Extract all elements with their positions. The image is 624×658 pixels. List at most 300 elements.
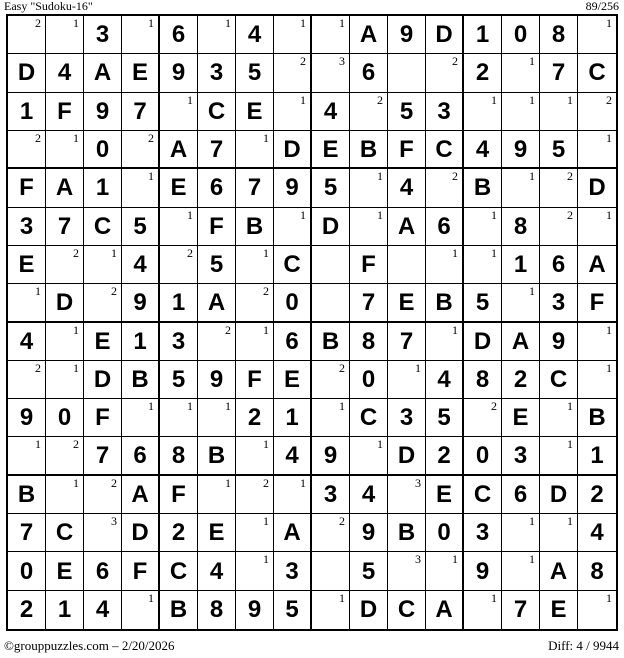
cell-value: F — [247, 365, 262, 393]
grid-cell-r11c15[interactable] — [540, 399, 578, 437]
grid-cell-r8c10[interactable] — [350, 284, 388, 322]
pencil-mark: 3 — [111, 514, 117, 529]
grid-cell-r3c13[interactable] — [464, 93, 502, 131]
cell-value: F — [57, 97, 72, 125]
grid-cell-r10c16[interactable] — [578, 361, 616, 399]
grid-cell-r7c1[interactable] — [8, 246, 46, 284]
grid-cell-r7c16[interactable] — [578, 246, 616, 284]
pencil-mark: 1 — [300, 92, 306, 107]
grid-cell-r9c1[interactable] — [8, 323, 46, 361]
grid-cell-r4c7[interactable] — [236, 131, 274, 169]
grid-cell-r5c6[interactable] — [198, 169, 236, 207]
grid-cell-r15c3[interactable] — [84, 552, 122, 590]
grid-cell-r13c5[interactable] — [160, 476, 198, 514]
grid-cell-r15c8[interactable] — [274, 552, 312, 590]
grid-cell-r4c9[interactable] — [312, 131, 350, 169]
grid-cell-r11c14[interactable] — [502, 399, 540, 437]
grid-cell-r16c10[interactable] — [350, 591, 388, 629]
grid-cell-r10c12[interactable] — [426, 361, 464, 399]
grid-cell-r3c16[interactable] — [578, 93, 616, 131]
grid-cell-r2c9[interactable] — [312, 54, 350, 92]
grid-cell-r1c14[interactable] — [502, 16, 540, 54]
cell-value: 6 — [513, 480, 528, 508]
grid-cell-r10c13[interactable] — [464, 361, 502, 399]
grid-cell-r11c1[interactable] — [8, 399, 46, 437]
grid-cell-r12c15[interactable] — [540, 437, 578, 475]
grid-cell-r2c1[interactable] — [8, 54, 46, 92]
grid-cell-r2c2[interactable] — [46, 54, 84, 92]
cell-value: 6 — [285, 327, 299, 355]
grid-cell-r10c9[interactable] — [312, 361, 350, 399]
cell-value: D — [93, 365, 112, 393]
grid-cell-r3c7[interactable] — [236, 93, 274, 131]
grid-cell-r1c2[interactable] — [46, 16, 84, 54]
grid-cell-r2c15[interactable] — [540, 54, 578, 92]
grid-cell-r13c6[interactable] — [198, 476, 236, 514]
grid-cell-r15c2[interactable] — [46, 552, 84, 590]
grid-cell-r8c2[interactable] — [46, 284, 84, 322]
grid-cell-r2c7[interactable] — [236, 54, 274, 92]
cell-value: 8 — [551, 21, 566, 49]
grid-cell-r9c7[interactable] — [236, 323, 274, 361]
grid-cell-r9c5[interactable] — [160, 323, 198, 361]
pencil-mark: 2 — [35, 130, 41, 145]
grid-cell-r6c12[interactable] — [426, 208, 464, 246]
grid-cell-r1c8[interactable] — [274, 16, 312, 54]
cell-value: 2 — [171, 519, 186, 547]
grid-cell-r14c14[interactable] — [502, 514, 540, 552]
grid-cell-r5c9[interactable] — [312, 169, 350, 207]
grid-cell-r15c13[interactable] — [464, 552, 502, 590]
grid-cell-r11c11[interactable] — [388, 399, 426, 437]
grid-cell-r12c6[interactable] — [198, 437, 236, 475]
grid-cell-r6c1[interactable] — [8, 208, 46, 246]
grid-cell-r2c12[interactable] — [426, 54, 464, 92]
grid-cell-r16c5[interactable] — [160, 591, 198, 629]
grid-cell-r2c6[interactable] — [198, 54, 236, 92]
grid-cell-r5c13[interactable] — [464, 169, 502, 207]
grid-cell-r9c4[interactable] — [122, 323, 160, 361]
grid-cell-r13c14[interactable] — [502, 476, 540, 514]
grid-cell-r14c15[interactable] — [540, 514, 578, 552]
grid-cell-r16c16[interactable] — [578, 591, 616, 629]
grid-cell-r7c11[interactable] — [388, 246, 426, 284]
grid-cell-r3c8[interactable] — [274, 93, 312, 131]
grid-cell-r6c16[interactable] — [578, 208, 616, 246]
grid-cell-r3c3[interactable] — [84, 93, 122, 131]
grid-cell-r4c3[interactable] — [84, 131, 122, 169]
grid-cell-r8c6[interactable] — [198, 284, 236, 322]
grid-cell-r10c11[interactable] — [388, 361, 426, 399]
grid-cell-r14c2[interactable] — [46, 514, 84, 552]
grid-cell-r9c6[interactable] — [198, 323, 236, 361]
cell-value: D — [55, 288, 74, 316]
grid-cell-r10c15[interactable] — [540, 361, 578, 399]
grid-cell-r10c14[interactable] — [502, 361, 540, 399]
grid-cell-r8c12[interactable] — [426, 284, 464, 322]
grid-cell-r6c5[interactable] — [160, 208, 198, 246]
grid-cell-r16c8[interactable] — [274, 591, 312, 629]
grid-cell-r12c4[interactable] — [122, 437, 160, 475]
grid-cell-r1c3[interactable] — [84, 16, 122, 54]
grid-cell-r13c11[interactable] — [388, 476, 426, 514]
grid-cell-r8c11[interactable] — [388, 284, 426, 322]
grid-cell-r12c2[interactable] — [46, 437, 84, 475]
grid-cell-r11c16[interactable] — [578, 399, 616, 437]
grid-cell-r3c11[interactable] — [388, 93, 426, 131]
grid-cell-r5c15[interactable] — [540, 169, 578, 207]
cell-value: 2 — [475, 59, 490, 87]
grid-cell-r5c8[interactable] — [274, 169, 312, 207]
grid-cell-r16c13[interactable] — [464, 591, 502, 629]
grid-cell-r12c13[interactable] — [464, 437, 502, 475]
grid-cell-r4c13[interactable] — [464, 131, 502, 169]
pencil-mark: 1 — [491, 92, 497, 107]
grid-cell-r10c4[interactable] — [122, 361, 160, 399]
grid-cell-r9c14[interactable] — [502, 323, 540, 361]
grid-cell-r8c3[interactable] — [84, 284, 122, 322]
grid-cell-r14c16[interactable] — [578, 514, 616, 552]
grid-cell-r10c8[interactable] — [274, 361, 312, 399]
grid-cell-r15c1[interactable] — [8, 552, 46, 590]
pencil-mark: 1 — [263, 552, 269, 567]
grid-cell-r16c6[interactable] — [198, 591, 236, 629]
grid-cell-r5c14[interactable] — [502, 169, 540, 207]
grid-cell-r13c3[interactable] — [84, 476, 122, 514]
pencil-mark: 1 — [339, 399, 345, 414]
grid-cell-r10c1[interactable] — [8, 361, 46, 399]
grid-cell-r11c12[interactable] — [426, 399, 464, 437]
grid-cell-r7c6[interactable] — [198, 246, 236, 284]
grid-cell-r2c5[interactable] — [160, 54, 198, 92]
grid-cell-r16c11[interactable] — [388, 591, 426, 629]
grid-cell-r3c5[interactable] — [160, 93, 198, 131]
cell-value: 7 — [399, 327, 414, 355]
grid-cell-r9c9[interactable] — [312, 323, 350, 361]
grid-cell-r4c16[interactable] — [578, 131, 616, 169]
grid-cell-r12c12[interactable] — [426, 437, 464, 475]
grid-cell-r14c6[interactable] — [198, 514, 236, 552]
grid-cell-r8c15[interactable] — [540, 284, 578, 322]
grid-cell-r2c13[interactable] — [464, 54, 502, 92]
grid-cell-r8c4[interactable] — [122, 284, 160, 322]
grid-cell-r7c8[interactable] — [274, 246, 312, 284]
cell-value: E — [550, 596, 567, 624]
cell-value: A — [588, 251, 606, 279]
grid-cell-r14c7[interactable] — [236, 514, 274, 552]
grid-cell-r16c9[interactable] — [312, 591, 350, 629]
grid-cell-r6c9[interactable] — [312, 208, 350, 246]
grid-cell-r3c1[interactable] — [8, 93, 46, 131]
grid-cell-r5c3[interactable] — [84, 169, 122, 207]
grid-cell-r14c12[interactable] — [426, 514, 464, 552]
grid-cell-r16c4[interactable] — [122, 591, 160, 629]
grid-cell-r1c4[interactable] — [122, 16, 160, 54]
grid-cell-r5c12[interactable] — [426, 169, 464, 207]
cell-value: 0 — [437, 519, 451, 547]
grid-cell-r2c16[interactable] — [578, 54, 616, 92]
grid-cell-r4c14[interactable] — [502, 131, 540, 169]
grid-cell-r9c13[interactable] — [464, 323, 502, 361]
grid-cell-r4c15[interactable] — [540, 131, 578, 169]
grid-cell-r10c5[interactable] — [160, 361, 198, 399]
grid-cell-r7c7[interactable] — [236, 246, 274, 284]
grid-cell-r3c9[interactable] — [312, 93, 350, 131]
grid-cell-r7c4[interactable] — [122, 246, 160, 284]
grid-cell-r5c2[interactable] — [46, 169, 84, 207]
grid-cell-r8c7[interactable] — [236, 284, 274, 322]
pencil-mark: 1 — [263, 514, 269, 529]
grid-cell-r3c10[interactable] — [350, 93, 388, 131]
grid-cell-r12c3[interactable] — [84, 437, 122, 475]
grid-cell-r6c11[interactable] — [388, 208, 426, 246]
cell-value: 8 — [171, 442, 186, 470]
grid-cell-r15c5[interactable] — [160, 552, 198, 590]
cell-value: 4 — [209, 557, 224, 585]
grid-cell-r1c1[interactable] — [8, 16, 46, 54]
grid-cell-r12c16[interactable] — [578, 437, 616, 475]
grid-cell-r12c7[interactable] — [236, 437, 274, 475]
grid-cell-r8c8[interactable] — [274, 284, 312, 322]
pencil-mark: 1 — [35, 284, 41, 299]
grid-cell-r13c9[interactable] — [312, 476, 350, 514]
cell-value: 0 — [361, 365, 376, 393]
pencil-mark: 2 — [35, 16, 41, 30]
grid-cell-r14c4[interactable] — [122, 514, 160, 552]
grid-cell-r3c4[interactable] — [122, 93, 160, 131]
pencil-mark: 1 — [148, 399, 154, 414]
grid-cell-r5c4[interactable] — [122, 169, 160, 207]
puzzle-title: Easy "Sudoku-16" — [4, 0, 93, 13]
grid-cell-r6c2[interactable] — [46, 208, 84, 246]
grid-cell-r6c13[interactable] — [464, 208, 502, 246]
grid-cell-r11c10[interactable] — [350, 399, 388, 437]
grid-cell-r1c15[interactable] — [540, 16, 578, 54]
grid-cell-r1c6[interactable] — [198, 16, 236, 54]
grid-cell-r15c15[interactable] — [540, 552, 578, 590]
grid-cell-r1c7[interactable] — [236, 16, 274, 54]
grid-cell-r3c12[interactable] — [426, 93, 464, 131]
grid-cell-r4c6[interactable] — [198, 131, 236, 169]
cell-value: 7 — [57, 212, 72, 240]
grid-cell-r9c12[interactable] — [426, 323, 464, 361]
grid-cell-r13c1[interactable] — [8, 476, 46, 514]
grid-cell-r8c14[interactable] — [502, 284, 540, 322]
grid-cell-r1c12[interactable] — [426, 16, 464, 54]
grid-cell-r14c11[interactable] — [388, 514, 426, 552]
pencil-mark: 1 — [567, 514, 573, 529]
grid-cell-r6c4[interactable] — [122, 208, 160, 246]
grid-cell-r9c2[interactable] — [46, 323, 84, 361]
grid-cell-r16c12[interactable] — [426, 591, 464, 629]
grid-cell-r16c2[interactable] — [46, 591, 84, 629]
grid-cell-r6c15[interactable] — [540, 208, 578, 246]
grid-cell-r5c7[interactable] — [236, 169, 274, 207]
grid-cell-r16c14[interactable] — [502, 591, 540, 629]
grid-cell-r13c12[interactable] — [426, 476, 464, 514]
grid-cell-r14c5[interactable] — [160, 514, 198, 552]
grid-cell-r15c6[interactable] — [198, 552, 236, 590]
grid-cell-r6c3[interactable] — [84, 208, 122, 246]
grid-cell-r4c5[interactable] — [160, 131, 198, 169]
grid-cell-r15c12[interactable] — [426, 552, 464, 590]
pencil-mark: 2 — [225, 322, 231, 337]
grid-cell-r9c8[interactable] — [274, 323, 312, 361]
grid-cell-r8c16[interactable] — [578, 284, 616, 322]
grid-cell-r2c10[interactable] — [350, 54, 388, 92]
grid-cell-r12c9[interactable] — [312, 437, 350, 475]
grid-cell-r3c2[interactable] — [46, 93, 84, 131]
grid-cell-r10c10[interactable] — [350, 361, 388, 399]
grid-cell-r13c7[interactable] — [236, 476, 274, 514]
grid-cell-r16c1[interactable] — [8, 591, 46, 629]
grid-cell-r9c16[interactable] — [578, 323, 616, 361]
grid-cell-r11c13[interactable] — [464, 399, 502, 437]
grid-cell-r11c5[interactable] — [160, 399, 198, 437]
grid-cell-r8c9[interactable] — [312, 284, 350, 322]
pencil-mark: 1 — [567, 92, 573, 107]
grid-cell-r11c9[interactable] — [312, 399, 350, 437]
grid-cell-r13c4[interactable] — [122, 476, 160, 514]
cell-value: C — [588, 59, 606, 87]
grid-cell-r15c11[interactable] — [388, 552, 426, 590]
grid-cell-r5c5[interactable] — [160, 169, 198, 207]
cell-value: 4 — [361, 480, 376, 508]
grid-cell-r16c3[interactable] — [84, 591, 122, 629]
grid-cell-r3c15[interactable] — [540, 93, 578, 131]
grid-cell-r7c9[interactable] — [312, 246, 350, 284]
grid-cell-r14c10[interactable] — [350, 514, 388, 552]
grid-cell-r5c10[interactable] — [350, 169, 388, 207]
grid-cell-r9c10[interactable] — [350, 323, 388, 361]
grid-cell-r4c4[interactable] — [122, 131, 160, 169]
grid-cell-r11c3[interactable] — [84, 399, 122, 437]
grid-cell-r10c3[interactable] — [84, 361, 122, 399]
grid-cell-r13c10[interactable] — [350, 476, 388, 514]
grid-cell-r13c13[interactable] — [464, 476, 502, 514]
grid-cell-r7c12[interactable] — [426, 246, 464, 284]
grid-cell-r6c10[interactable] — [350, 208, 388, 246]
grid-cell-r13c16[interactable] — [578, 476, 616, 514]
grid-cell-r13c2[interactable] — [46, 476, 84, 514]
grid-cell-r15c10[interactable] — [350, 552, 388, 590]
grid-cell-r14c13[interactable] — [464, 514, 502, 552]
grid-cell-r1c9[interactable] — [312, 16, 350, 54]
grid-cell-r14c8[interactable] — [274, 514, 312, 552]
grid-cell-r2c4[interactable] — [122, 54, 160, 92]
grid-cell-r4c11[interactable] — [388, 131, 426, 169]
grid-cell-r11c4[interactable] — [122, 399, 160, 437]
pencil-mark: 1 — [225, 399, 231, 414]
grid-cell-r1c11[interactable] — [388, 16, 426, 54]
cell-value: 3 — [171, 327, 186, 355]
grid-cell-r2c8[interactable] — [274, 54, 312, 92]
cell-value: 0 — [95, 135, 110, 163]
grid-cell-r6c8[interactable] — [274, 208, 312, 246]
grid-cell-r7c5[interactable] — [160, 246, 198, 284]
grid-cell-r8c1[interactable] — [8, 284, 46, 322]
grid-cell-r14c9[interactable] — [312, 514, 350, 552]
cell-value: 3 — [513, 442, 528, 470]
grid-cell-r1c10[interactable] — [350, 16, 388, 54]
grid-cell-r4c8[interactable] — [274, 131, 312, 169]
grid-cell-r4c10[interactable] — [350, 131, 388, 169]
grid-cell-r7c3[interactable] — [84, 246, 122, 284]
cell-value: 1 — [475, 21, 490, 49]
grid-cell-r12c11[interactable] — [388, 437, 426, 475]
grid-cell-r15c9[interactable] — [312, 552, 350, 590]
grid-cell-r3c6[interactable] — [198, 93, 236, 131]
grid-cell-r5c16[interactable] — [578, 169, 616, 207]
grid-cell-r6c6[interactable] — [198, 208, 236, 246]
grid-cell-r2c14[interactable] — [502, 54, 540, 92]
pencil-mark: 1 — [529, 92, 535, 107]
grid-cell-r4c1[interactable] — [8, 131, 46, 169]
grid-cell-r12c5[interactable] — [160, 437, 198, 475]
grid-cell-r12c8[interactable] — [274, 437, 312, 475]
grid-cell-r1c13[interactable] — [464, 16, 502, 54]
grid-cell-r11c2[interactable] — [46, 399, 84, 437]
grid-cell-r13c8[interactable] — [274, 476, 312, 514]
grid-cell-r5c1[interactable] — [8, 169, 46, 207]
grid-cell-r15c7[interactable] — [236, 552, 274, 590]
grid-cell-r9c15[interactable] — [540, 323, 578, 361]
grid-cell-r1c5[interactable] — [160, 16, 198, 54]
grid-cell-r12c10[interactable] — [350, 437, 388, 475]
grid-cell-r7c14[interactable] — [502, 246, 540, 284]
grid-cell-r10c6[interactable] — [198, 361, 236, 399]
grid-cell-r15c16[interactable] — [578, 552, 616, 590]
pencil-mark: 1 — [73, 360, 79, 375]
grid-cell-r2c11[interactable] — [388, 54, 426, 92]
grid-cell-r2c3[interactable] — [84, 54, 122, 92]
cell-value: 5 — [551, 135, 566, 163]
grid-cell-r14c3[interactable] — [84, 514, 122, 552]
grid-cell-r14c1[interactable] — [8, 514, 46, 552]
grid-cell-r8c5[interactable] — [160, 284, 198, 322]
grid-cell-r7c10[interactable] — [350, 246, 388, 284]
grid-cell-r11c6[interactable] — [198, 399, 236, 437]
grid-cell-r4c2[interactable] — [46, 131, 84, 169]
grid-cell-r10c7[interactable] — [236, 361, 274, 399]
grid-cell-r7c15[interactable] — [540, 246, 578, 284]
cell-value: F — [361, 251, 376, 279]
grid-cell-r9c11[interactable] — [388, 323, 426, 361]
grid-cell-r15c4[interactable] — [122, 552, 160, 590]
grid-cell-r10c2[interactable] — [46, 361, 84, 399]
grid-cell-r6c7[interactable] — [236, 208, 274, 246]
grid-cell-r8c13[interactable] — [464, 284, 502, 322]
grid-cell-r1c16[interactable] — [578, 16, 616, 54]
grid-cell-r13c15[interactable] — [540, 476, 578, 514]
grid-cell-r3c14[interactable] — [502, 93, 540, 131]
grid-cell-r16c15[interactable] — [540, 591, 578, 629]
grid-cell-r11c8[interactable] — [274, 399, 312, 437]
cell-value: F — [19, 174, 34, 202]
grid-cell-r15c14[interactable] — [502, 552, 540, 590]
grid-cell-r16c7[interactable] — [236, 591, 274, 629]
grid-cell-r7c2[interactable] — [46, 246, 84, 284]
grid-cell-r12c14[interactable] — [502, 437, 540, 475]
grid-cell-r6c14[interactable] — [502, 208, 540, 246]
cell-value: 4 — [437, 365, 451, 393]
grid-cell-r11c7[interactable] — [236, 399, 274, 437]
grid-cell-r9c3[interactable] — [84, 323, 122, 361]
grid-cell-r5c11[interactable] — [388, 169, 426, 207]
grid-cell-r12c1[interactable] — [8, 437, 46, 475]
grid-cell-r4c12[interactable] — [426, 131, 464, 169]
grid-cell-r7c13[interactable] — [464, 246, 502, 284]
